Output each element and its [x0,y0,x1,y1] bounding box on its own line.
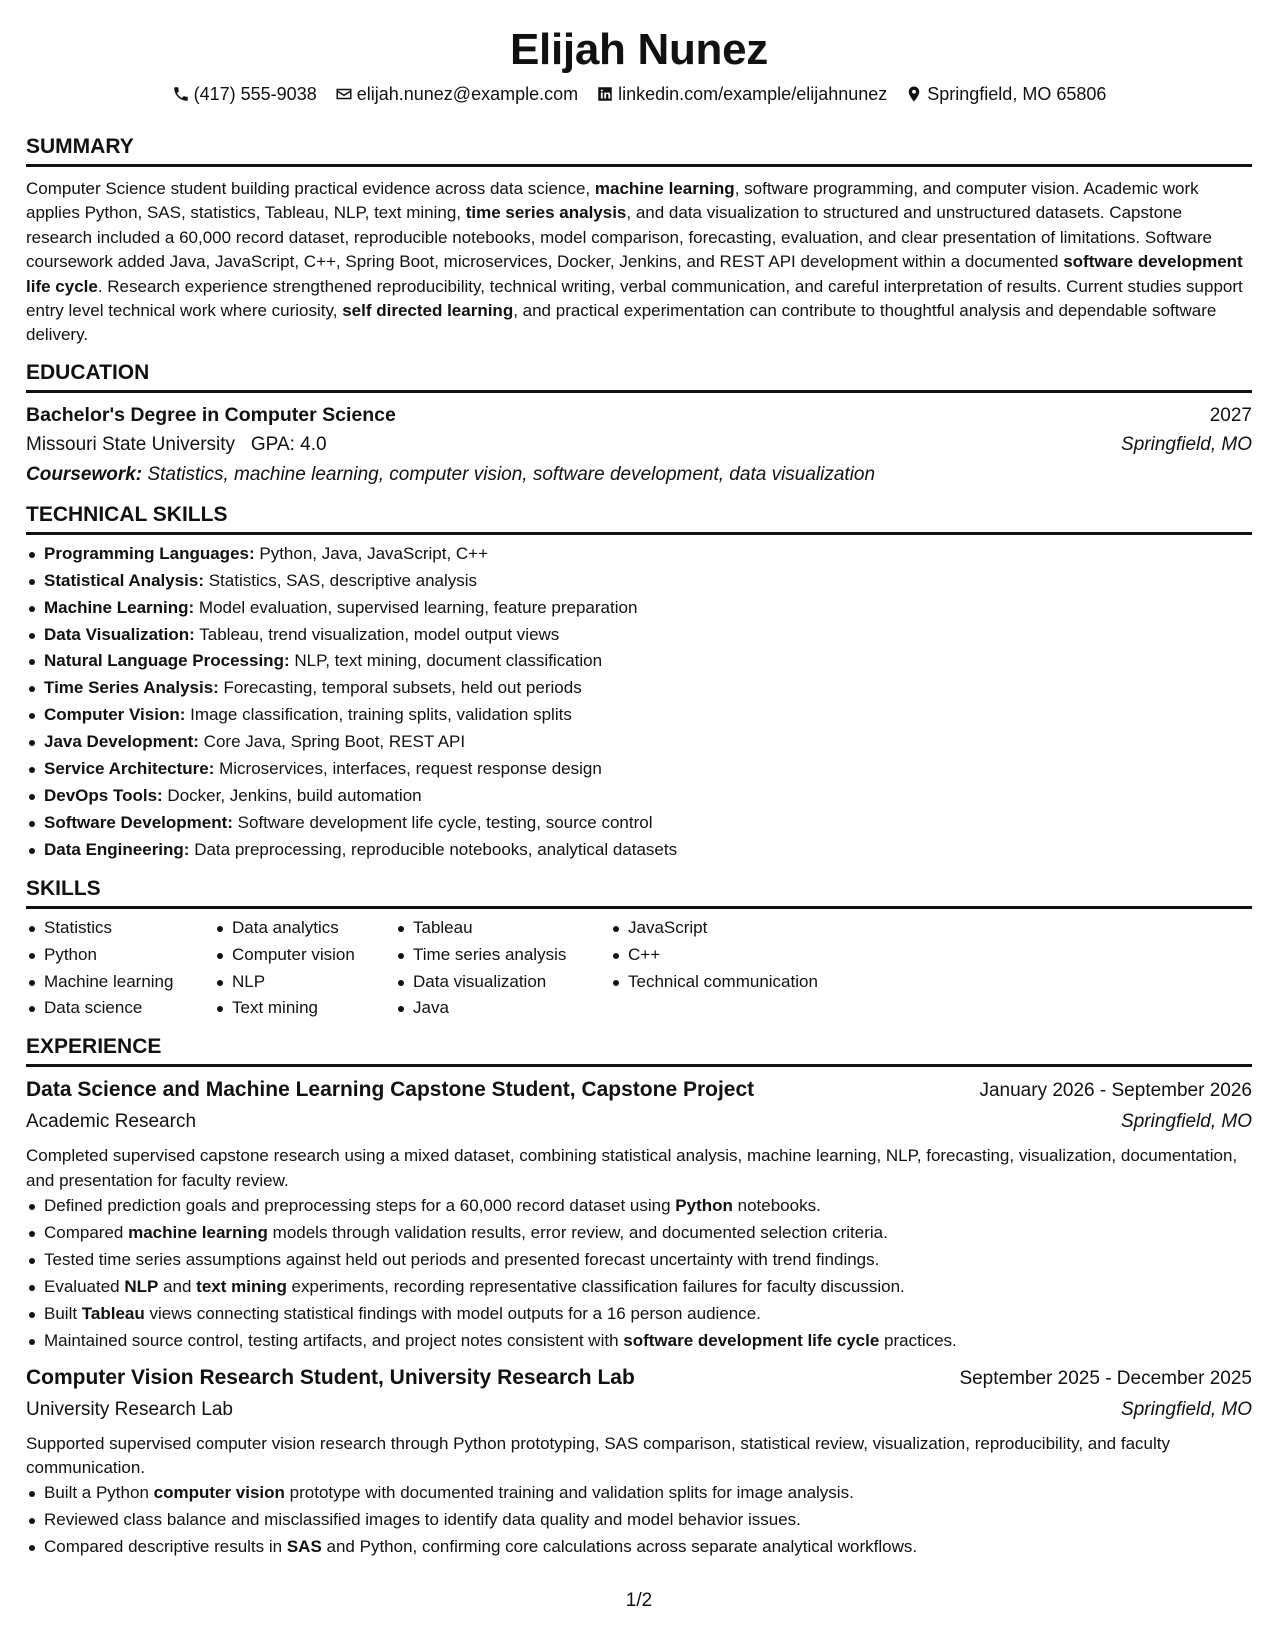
skill-category: Natural Language Processing: [44,651,290,671]
skill-values: Software development life cycle, testing, source control [232,812,653,832]
skill-values: Python, Java, JavaScript, C++ [254,543,489,563]
skill-item: Data science [26,995,214,1022]
emphasis-text: software development life cycle [623,1330,880,1350]
technical-skill-item [26,810,1252,837]
skill-category: DevOps Tools: [44,786,163,805]
technical-skill-item [26,729,1252,756]
page-number: 1/2 [625,1590,653,1611]
skill-category: Statistical Analysis: [44,570,204,590]
emphasis-text: software development life cycle [26,252,1243,296]
skill-category: Machine Learning: [44,597,195,617]
job-bullet [26,1301,1252,1328]
technical-skill-item [26,756,1252,783]
skill-category: Software Development: [44,812,233,832]
skill-item: Java [395,995,610,1022]
job-title: Data Science and Machine Learning Capstone Student, Capstone Project [26,1078,755,1102]
technical-skill-item [26,675,1252,702]
job-bullet [26,1507,1252,1534]
contact-location [905,84,1106,105]
text-run: Computer Science student building practical evidence across data science, [26,179,595,198]
skill-values: Forecasting, temporal subsets, held out periods [218,678,582,698]
skill-item: Data visualization [395,969,610,996]
skill-item: Computer vision [214,942,395,969]
email-text: elijah.nunez@example.com [356,83,579,104]
skill-item: Machine learning [26,969,214,996]
job-dates: January 2026 - September 2026 [979,1080,1252,1102]
skill-category: Java Development: [44,732,199,752]
resume-page [26,0,1252,1650]
summary-heading: SUMMARY [26,134,1252,167]
skill-values: Microservices, interfaces, request response design [214,759,602,779]
skill-values: Core Java, Spring Boot, REST API [198,732,466,752]
technical-skill-item [26,568,1252,595]
summary-text [26,177,1252,348]
text-run: , software programming, and computer vision. Academic work applies Python, SAS, statistics, Tableau, NLP, text mining, [26,179,1199,223]
job-bullet [26,1534,1252,1561]
skill-item: C++ [610,942,870,969]
text-run: prototype with documented training and validation splits for image analysis. [284,1483,854,1503]
skill-values: Image classification, training splits, validation splits [185,705,572,725]
linkedin-icon [596,85,614,103]
text-run: Maintained source control, testing artifacts, and project notes consistent with [44,1330,624,1350]
candidate-name: Elijah Nunez [510,25,768,74]
technical-skill-item [26,702,1252,729]
emphasis-text: time series analysis [465,203,627,223]
job-description: Supported supervised computer vision research through Python prototyping, SAS comparison, statistical review, visualization, reproducibility, and faculty communication. [26,1433,1170,1477]
text-run: practices. [879,1330,957,1350]
job-bullet [26,1274,1252,1301]
coursework [26,460,1252,490]
skill-item: Tableau [395,915,610,942]
skills-column [610,915,870,1023]
text-run: Compared [44,1223,129,1243]
skill-item: JavaScript [610,915,870,942]
text-run: and [158,1276,197,1296]
education-heading: EDUCATION [26,360,1252,393]
skill-values: Data preprocessing, reproducible notebooks, analytical datasets [189,839,678,859]
emphasis-text: text mining [196,1276,287,1296]
text-run: Reviewed class balance and misclassified images to identify data quality and model behavior issues. [44,1510,801,1530]
degree: Bachelor's Degree in Computer Science [26,403,396,426]
contact-email[interactable] [335,84,578,105]
emphasis-text: Python [675,1196,733,1216]
job-bullet [26,1480,1252,1507]
emphasis-text: machine learning [128,1223,268,1243]
skill-category: Programming Languages: [44,543,255,563]
job-bullets [26,1193,1252,1354]
text-run: Evaluated [44,1276,125,1296]
skill-category: Data Engineering: [44,839,190,859]
job-bullet [26,1328,1252,1355]
coursework-list: Statistics, machine learning, computer vision, software development, data visualization [147,463,876,485]
job-organization: University Research Lab [26,1398,233,1420]
map-pin-icon [905,85,923,103]
skill-item: Python [26,942,214,969]
skill-item: Time series analysis [395,942,610,969]
skill-category: Service Architecture: [44,759,215,779]
contact-linkedin[interactable] [596,84,887,105]
emphasis-text: Tableau [81,1303,145,1323]
experience-entry [26,1075,1252,1354]
skill-item: Technical communication [610,969,870,996]
job-location: Springfield, MO [1121,1398,1252,1420]
graduation-year: 2027 [1209,404,1252,426]
job-bullet [26,1193,1252,1220]
phone-icon [172,85,190,103]
emphasis-text: NLP [124,1276,159,1296]
text-run: . Research experience strengthened reproducibility, technical writing, verbal communication, and careful interpretation of results. Current studies support entry level technical work where curiosity, [26,276,1243,321]
gpa: GPA: 4.0 [250,433,327,455]
emphasis-text: machine learning [594,179,735,198]
skills-column [26,915,214,1023]
text-run: notebooks. [732,1196,821,1216]
job-bullet [26,1247,1252,1274]
skill-category: Data Visualization: [44,624,195,644]
skills-heading: SKILLS [26,876,1252,909]
text-run: , and practical experimentation can contribute to thoughtful analysis and dependable software delivery. [26,301,1217,345]
skill-values: Statistics, SAS, descriptive analysis [204,570,478,590]
technical-skills-list [26,541,1252,864]
skills-column [214,915,395,1023]
skill-values: Tableau, trend visualization, model output views [194,624,560,644]
school-line [26,430,327,460]
skill-item: Data analytics [214,915,395,942]
job-organization: Academic Research [26,1111,197,1133]
emphasis-text: SAS [286,1537,322,1557]
technical-skill-item [26,595,1252,622]
text-run: , and data visualization to structured and unstructured datasets. Capstone research included a 60,000 record dataset, reproducible notebooks, model comparison, forecasting, evaluation, and clear presentation of limitations. Software coursework added Java, JavaScript, C++, Spring Boot, microservices, Docker, Jenkins, and REST API development within a documented [26,203,1212,272]
skills-column [395,915,610,1023]
phone-text: (417) 555-9038 [193,83,317,104]
text-run: experiments, recording representative classification failures for faculty discussion. [286,1276,905,1296]
linkedin-text: linkedin.com/example/elijahnunez [618,83,888,104]
text-run: Built [44,1303,82,1323]
skill-category: Time Series Analysis: [44,678,219,698]
skill-item: NLP [214,969,395,996]
job-bullet [26,1220,1252,1247]
job-location: Springfield, MO [1121,1111,1252,1133]
text-run: Tested time series assumptions against held out periods and presented forecast uncertainty with trend findings. [44,1249,880,1269]
technical-skills-heading: TECHNICAL SKILLS [26,502,1252,535]
technical-skill-item [26,541,1252,568]
skill-values: NLP, text mining, document classification [289,651,603,671]
school-location: Springfield, MO [1121,433,1252,455]
contact-phone[interactable] [172,84,317,105]
text-run: and Python, confirming core calculations across separate analytical workflows. [321,1537,918,1557]
school-name: Missouri State University [26,433,236,455]
emphasis-text: computer vision [153,1483,285,1503]
skill-values: Model evaluation, supervised learning, feature preparation [194,597,638,617]
text-run: Built a Python [44,1483,154,1503]
skill-item: Text mining [214,995,395,1022]
technical-skill-item [26,648,1252,675]
envelope-icon [335,85,353,103]
experience-list [26,1075,1252,1561]
location-text: Springfield, MO 65806 [927,83,1107,104]
text-run: views connecting statistical findings with model outputs for a 16 person audience. [144,1303,761,1323]
skill-category: Computer Vision: [44,705,186,725]
job-description: Completed supervised capstone research using a mixed dataset, combining statistical analysis, machine learning, NLP, forecasting, visualization, documentation, and presentation for faculty review. [26,1146,1238,1190]
text-run: models through validation results, error review, and documented selection criteria. [267,1223,888,1243]
skills-grid [26,915,1252,1023]
text-run: Compared descriptive results in [44,1537,287,1557]
technical-skill-item [26,622,1252,649]
job-title: Computer Vision Research Student, University Research Lab [26,1365,635,1389]
text-run: Defined prediction goals and preprocessing steps for a 60,000 record dataset using [44,1196,676,1216]
job-dates: September 2025 - December 2025 [959,1367,1252,1389]
job-bullets [26,1480,1252,1561]
technical-skill-item [26,783,1252,810]
skill-item: Statistics [26,915,214,942]
experience-entry [26,1363,1252,1562]
contact-bar [26,80,1252,108]
skill-values: Docker, Jenkins, build automation [162,786,422,805]
technical-skill-item [26,837,1252,864]
experience-heading: EXPERIENCE [26,1034,1252,1067]
emphasis-text: self directed learning [342,301,514,321]
coursework-label: Coursework: [26,463,143,485]
